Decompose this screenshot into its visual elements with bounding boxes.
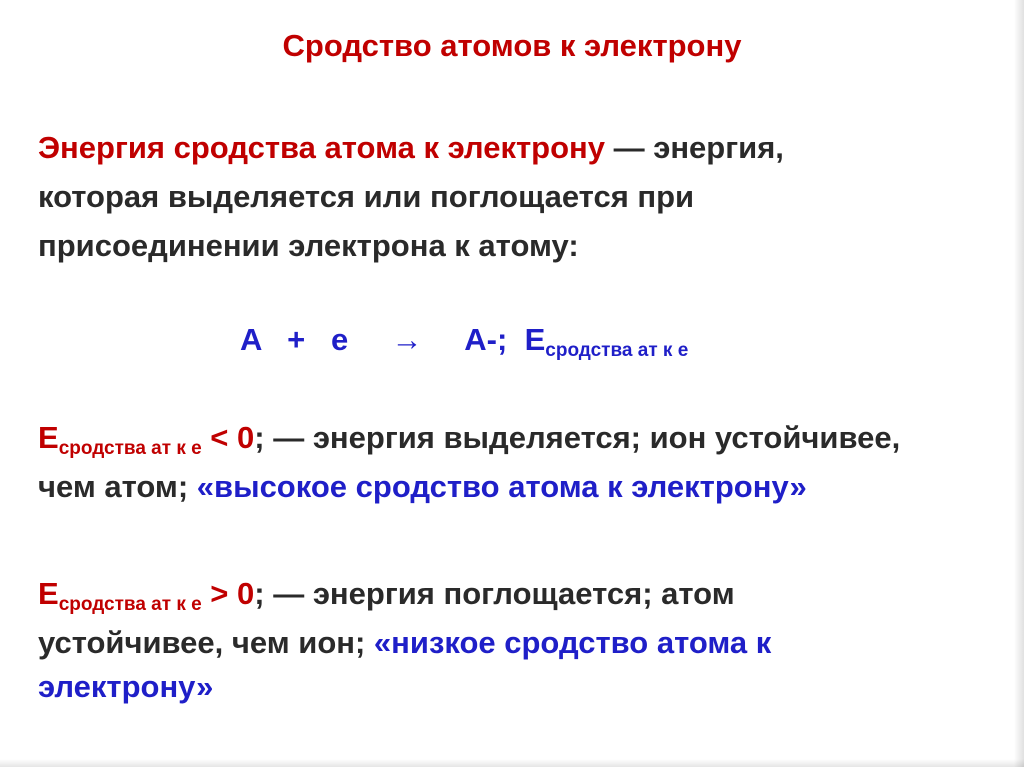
case-negative-E: E (38, 420, 59, 455)
case-positive-line-2 (38, 621, 1008, 665)
definition-line-1 (38, 123, 998, 172)
case-negative-line-2 (38, 465, 1008, 509)
case-negative-rest: ; — энергия выделяется; ион устойчивее, (254, 420, 901, 455)
formula-atom: A (240, 322, 262, 357)
definition-term: Энергия сродства атома к электрону (38, 130, 605, 165)
definition-paragraph (38, 123, 998, 270)
definition-line-3: присоединении электрона к атому: (38, 228, 579, 263)
case-negative-quote: «высокое сродство атома к электрону» (196, 469, 807, 504)
formula-arrow: → (391, 322, 423, 357)
case-positive-E: E (38, 576, 59, 611)
case-negative-condition: < 0 (201, 420, 255, 455)
case-positive-rest: ; — энергия поглощается; атом (254, 576, 735, 611)
case-positive-quote-part1: «низкое сродство атома к (373, 625, 772, 660)
case-negative-line-1 (38, 416, 1008, 465)
slide-shadow-right (1014, 0, 1024, 767)
formula-anion: A-; (464, 322, 508, 357)
case-positive-subscript: сродства ат к е (58, 594, 202, 615)
case-positive-line-1 (38, 572, 1008, 621)
formula-electron: e (331, 322, 349, 357)
case-positive-line2-text: устойчивее, чем ион; (38, 625, 374, 660)
case-negative-subscript: сродства ат к е (58, 438, 202, 459)
formula-plus: + (287, 322, 306, 357)
definition-line1-rest: — энергия, (604, 130, 784, 165)
case-positive-condition: > 0 (201, 576, 255, 611)
formula-energy: E (524, 322, 546, 357)
case-negative-paragraph (38, 416, 1008, 509)
case-positive-quote-part2: электрону» (38, 669, 214, 704)
slide-shadow-bottom (0, 759, 1024, 767)
definition-line-2: которая выделяется или поглощается при (38, 179, 695, 214)
formula-energy-subscript: сродства ат к е (545, 340, 689, 361)
case-positive-paragraph (38, 572, 1008, 709)
case-negative-line2-text: чем атом; (38, 469, 197, 504)
slide-title: Сродство атомов к электрону (282, 28, 742, 63)
reaction-formula (240, 318, 688, 367)
